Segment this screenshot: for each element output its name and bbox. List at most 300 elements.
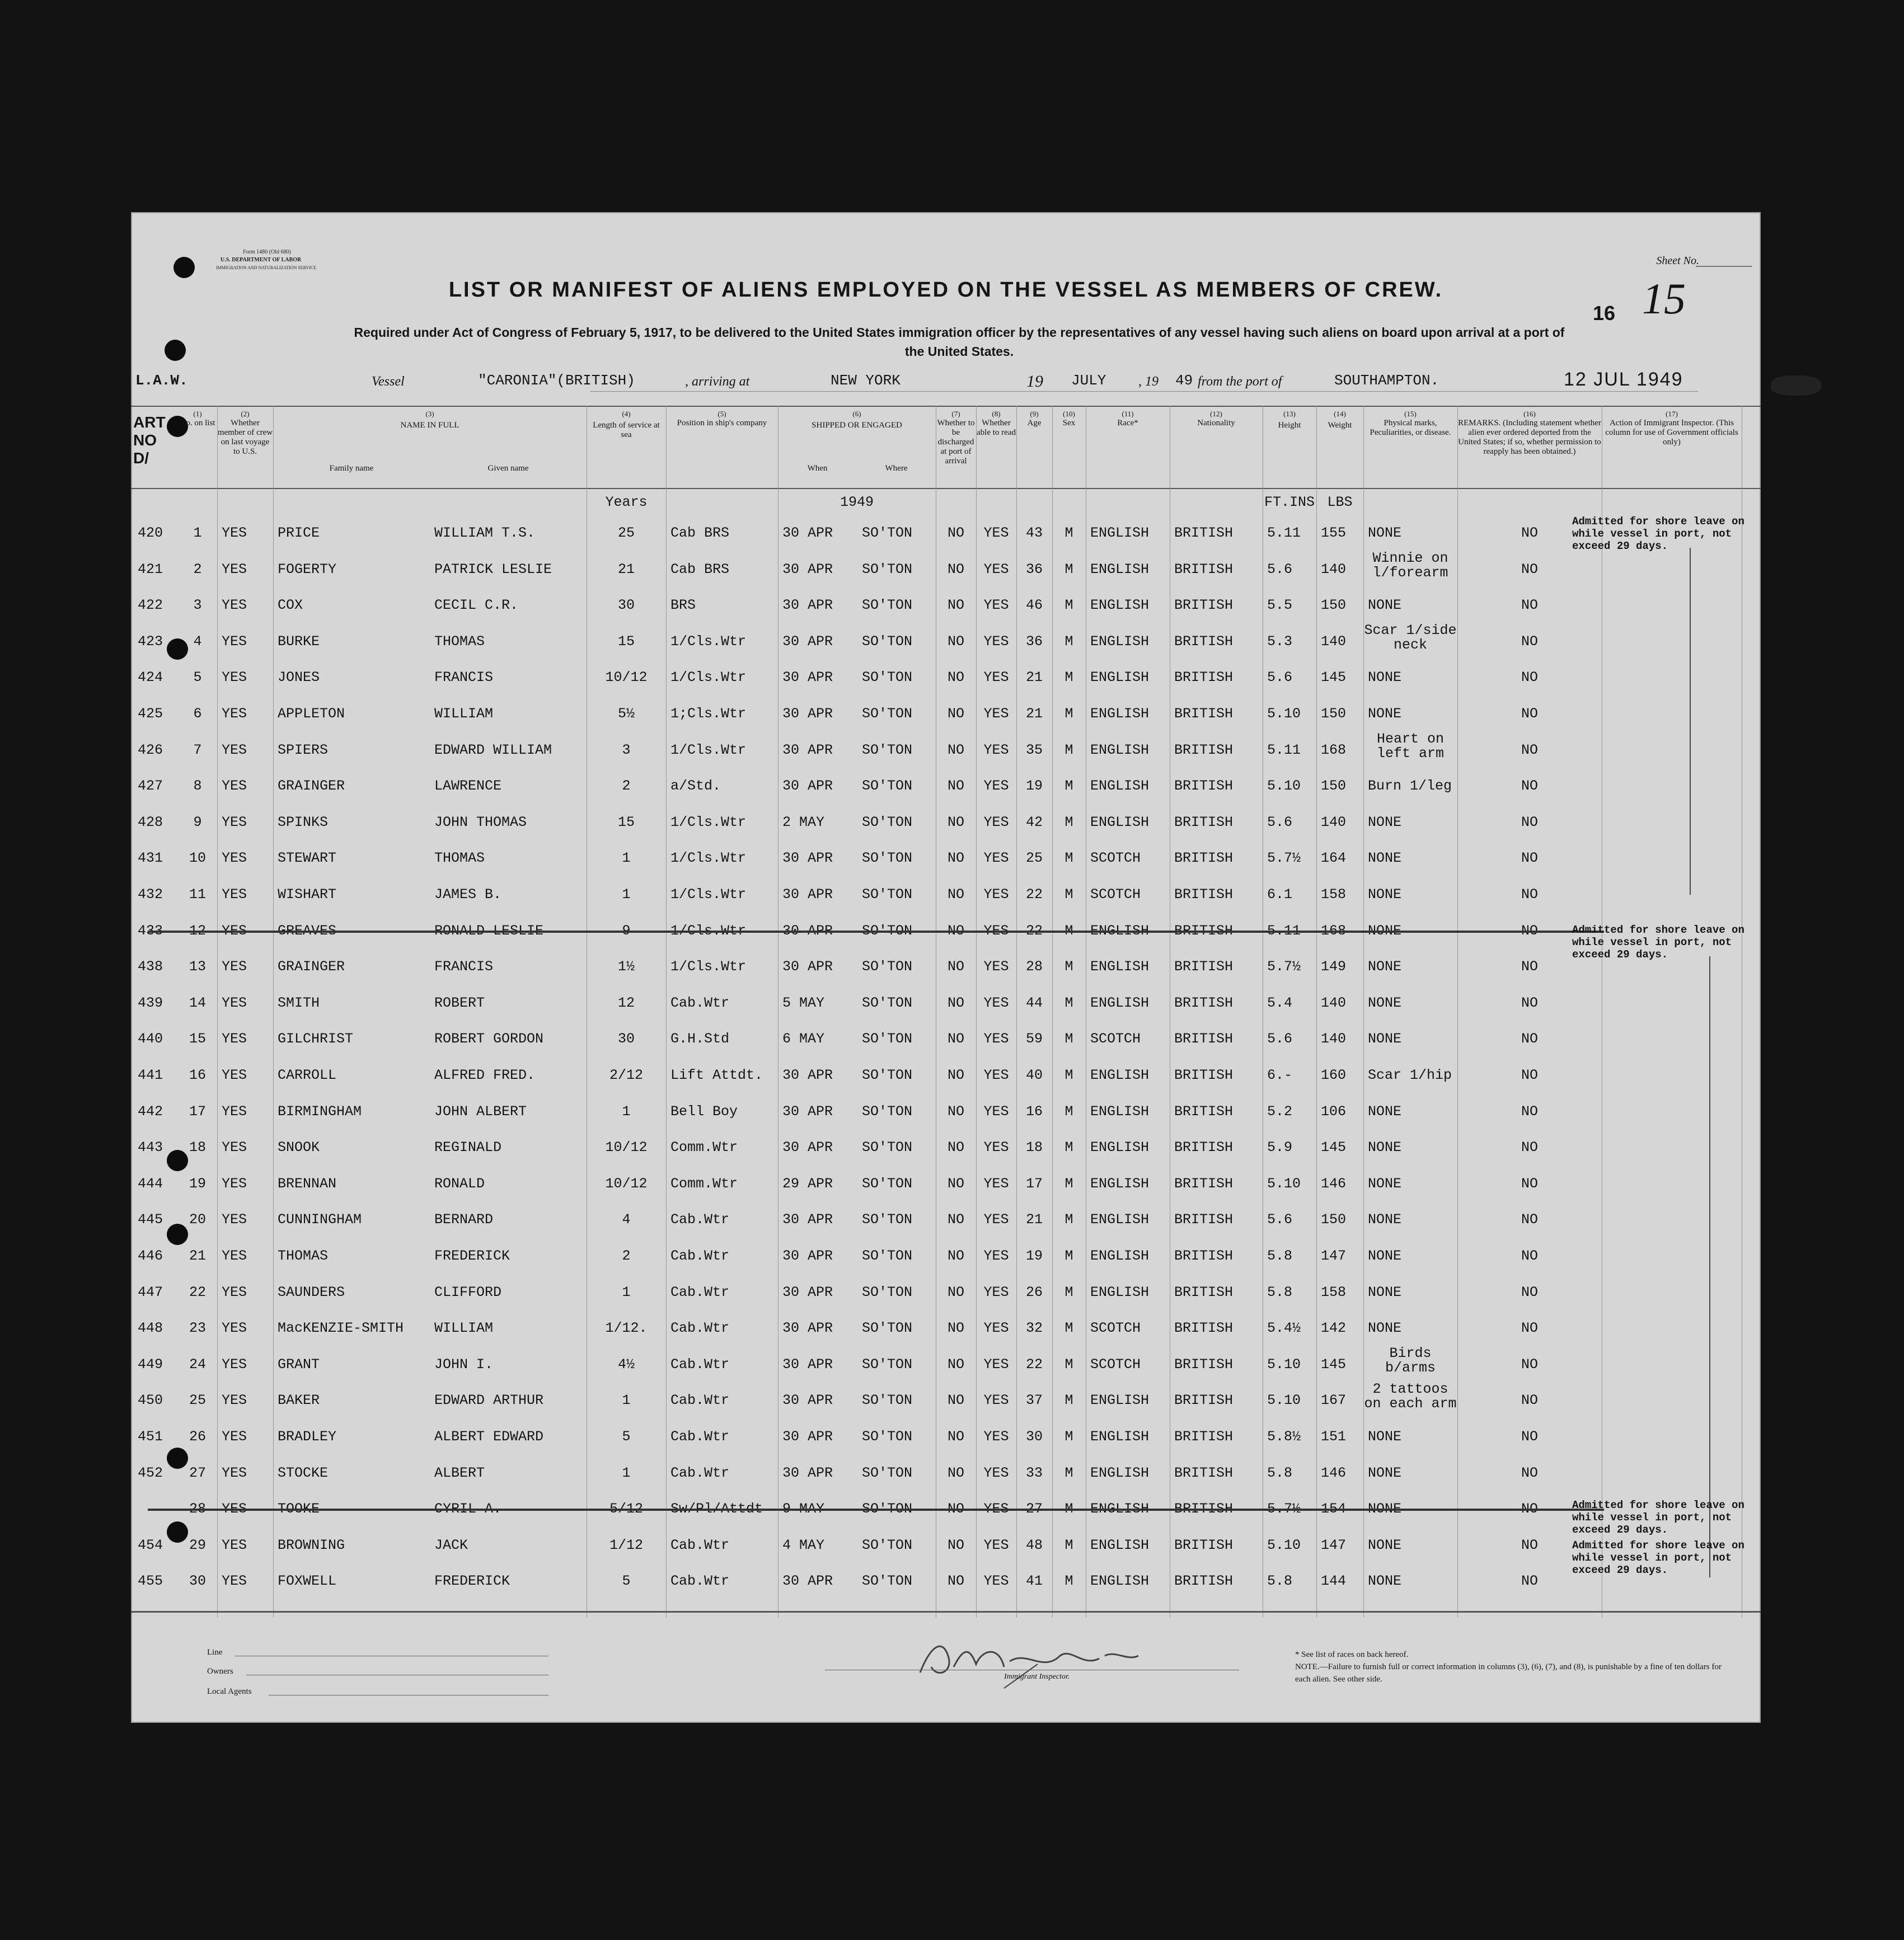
cell-race: ENGLISH: [1090, 597, 1150, 614]
cell-age: 32: [1025, 1320, 1043, 1337]
cell-race: ENGLISH: [1090, 814, 1150, 830]
line-label: Line: [207, 1648, 223, 1657]
cell-nat: BRITISH: [1174, 1175, 1234, 1192]
cell-where: SO'TON: [862, 1501, 913, 1518]
cell-sex: M: [1064, 814, 1073, 830]
cell-given: BERNARD: [434, 1211, 494, 1228]
art-no: 455: [138, 1573, 163, 1590]
cell-age: 37: [1025, 1392, 1043, 1409]
cell-when: 30 APR: [782, 1067, 833, 1083]
col-header-read: [976, 407, 1017, 488]
cell-marks: NONE: [1368, 1573, 1402, 1590]
cell-sex: M: [1064, 1320, 1073, 1337]
art-no: 442: [138, 1103, 163, 1120]
cell-age: 36: [1025, 561, 1043, 577]
cell-no: 14: [189, 994, 206, 1011]
cell-prev: YES: [222, 994, 247, 1011]
cell-age: 48: [1025, 1537, 1043, 1553]
cell-when: 30 APR: [782, 669, 833, 686]
fine-note: NOTE.—Failure to furnish full or correct information in columns (3), (6), (7), and (8), is punishable by a fine of ten dollars for each alien. See other side.: [1295, 1662, 1722, 1684]
cell-when: 30 APR: [782, 597, 833, 614]
cell-family: SPINKS: [278, 814, 329, 830]
cell-where: SO'TON: [862, 1429, 913, 1445]
cell-given: JAMES B.: [434, 886, 502, 903]
cell-position: Sw/Pl/Attdt: [670, 1501, 763, 1518]
cell-read: YES: [983, 669, 1009, 686]
cell-height: 5.7½: [1267, 959, 1301, 975]
cell-age: 28: [1025, 959, 1043, 975]
cell-prev: YES: [222, 1320, 247, 1337]
cell-race: ENGLISH: [1090, 1573, 1150, 1590]
cell-weight: 149: [1321, 959, 1347, 975]
art-no: 425: [138, 706, 163, 722]
cell-prev: YES: [222, 633, 247, 650]
cell-service: 1: [622, 850, 631, 867]
cell-when: 6 MAY: [782, 1031, 825, 1047]
cell-age: 22: [1025, 886, 1043, 903]
art-no: 447: [138, 1284, 163, 1300]
cell-marks: Birds b/arms: [1385, 1345, 1436, 1376]
cell-family: STOCKE: [278, 1464, 329, 1481]
cell-no: 25: [189, 1392, 206, 1409]
cell-given: CLIFFORD: [434, 1284, 502, 1300]
cell-weight: 150: [1321, 778, 1347, 795]
agents-label: Local Agents: [207, 1687, 252, 1696]
cell-position: 1;Cls.Wtr: [670, 706, 747, 722]
cell-nat: BRITISH: [1174, 1031, 1234, 1047]
cell-no: 11: [189, 886, 206, 903]
cell-service: 15: [617, 633, 635, 650]
cell-given: JOHN ALBERT: [434, 1103, 527, 1120]
cell-disch: NO: [947, 886, 964, 903]
art-no: 450: [138, 1392, 163, 1409]
cell-height: 5.2: [1267, 1103, 1293, 1120]
cell-age: 22: [1025, 1356, 1043, 1373]
col-header-name: [273, 407, 587, 488]
cell-where: SO'TON: [862, 525, 913, 541]
cell-disch: NO: [947, 561, 964, 577]
col-header-height: [1263, 407, 1317, 510]
cell-given: EDWARD ARTHUR: [434, 1392, 544, 1409]
cell-family: TOOKE: [278, 1501, 320, 1518]
cell-prev: YES: [222, 597, 247, 614]
cell-read: YES: [983, 1501, 1009, 1518]
col-label: Position in ship's company: [677, 419, 767, 428]
cell-family: FOXWELL: [278, 1573, 337, 1590]
col-header-weight: [1316, 407, 1364, 510]
cell-prev: YES: [222, 741, 247, 758]
cell-height: 5.8: [1267, 1248, 1293, 1264]
cell-nat: BRITISH: [1174, 1464, 1234, 1481]
cell-prev: YES: [222, 1031, 247, 1047]
col-number: (15): [1404, 410, 1417, 418]
cell-disch: NO: [947, 1284, 964, 1300]
cell-when: 30 APR: [782, 1320, 833, 1337]
cell-no: 4: [193, 633, 202, 650]
col-unit: Years: [605, 494, 648, 510]
cell-read: YES: [983, 886, 1009, 903]
cell-weight: 144: [1321, 1573, 1347, 1590]
cell-marks: Scar 1/side neck: [1364, 622, 1457, 653]
cell-service: 2: [622, 778, 631, 795]
cell-remarks: NO: [1521, 1211, 1538, 1228]
cell-weight: 164: [1321, 850, 1347, 867]
cell-sex: M: [1064, 1429, 1073, 1445]
year-suffix: 49: [1175, 372, 1193, 389]
cell-position: 1/Cls.Wtr: [670, 850, 747, 867]
cell-disch: NO: [947, 1392, 964, 1409]
cell-family: FOGERTY: [278, 561, 337, 577]
cell-when: 30 APR: [782, 1429, 833, 1445]
cell-service: 10/12: [605, 669, 648, 686]
cell-service: 25: [617, 525, 635, 541]
cell-weight: 140: [1321, 814, 1347, 830]
cell-nat: BRITISH: [1174, 1139, 1234, 1156]
cell-disch: NO: [947, 741, 964, 758]
cell-family: GRANT: [278, 1356, 320, 1373]
cell-given: EDWARD WILLIAM: [434, 741, 552, 758]
cell-marks: Scar 1/hip: [1368, 1067, 1452, 1083]
col-sublabel: Family name: [329, 464, 374, 473]
cell-height: 5.5: [1267, 597, 1293, 614]
cell-service: 15: [617, 814, 635, 830]
cell-height: 5.6: [1267, 814, 1293, 830]
cell-service: 1: [622, 1103, 631, 1120]
col-number: (6): [852, 410, 861, 418]
cell-weight: 151: [1321, 1429, 1347, 1445]
cell-service: 9: [622, 922, 631, 939]
cell-weight: 146: [1321, 1464, 1347, 1481]
art-no: 446: [138, 1248, 163, 1264]
cell-prev: YES: [222, 959, 247, 975]
col-header-shipped: [778, 407, 936, 510]
date-stamp: 12 JUL 1949: [1564, 369, 1683, 390]
cell-disch: NO: [947, 1248, 964, 1264]
cell-disch: NO: [947, 1211, 964, 1228]
cell-weight: 155: [1321, 525, 1347, 541]
art-no-label: ART NO D/: [133, 414, 166, 467]
table-row: [131, 1131, 1761, 1165]
cell-nat: BRITISH: [1174, 669, 1234, 686]
cell-sex: M: [1064, 1139, 1073, 1156]
cell-family: BROWNING: [278, 1537, 345, 1553]
cell-read: YES: [983, 1103, 1009, 1120]
cell-read: YES: [983, 1464, 1009, 1481]
col-header-action: [1602, 407, 1742, 488]
cell-sex: M: [1064, 1392, 1073, 1409]
cell-family: APPLETON: [278, 706, 345, 722]
strike-through: [148, 1509, 1604, 1511]
cell-nat: BRITISH: [1174, 1248, 1234, 1264]
cell-given: FRANCIS: [434, 959, 494, 975]
cell-service: 10/12: [605, 1175, 648, 1192]
cell-service: 1/12: [609, 1537, 643, 1553]
cell-prev: YES: [222, 669, 247, 686]
cell-remarks: NO: [1521, 1139, 1538, 1156]
cell-height: 5.7½: [1267, 850, 1301, 867]
col-sublabel: Where: [885, 464, 908, 473]
cell-given: JACK: [434, 1537, 468, 1553]
cell-read: YES: [983, 1284, 1009, 1300]
cell-position: 1/Cls.Wtr: [670, 814, 747, 830]
cell-sex: M: [1064, 959, 1073, 975]
cell-remarks: NO: [1521, 1537, 1538, 1553]
cell-nat: BRITISH: [1174, 922, 1234, 939]
cell-where: SO'TON: [862, 1139, 913, 1156]
cell-disch: NO: [947, 1501, 964, 1518]
cell-given: THOMAS: [434, 633, 485, 650]
cell-nat: BRITISH: [1174, 1537, 1234, 1553]
cell-disch: NO: [947, 778, 964, 795]
cell-sex: M: [1064, 525, 1073, 541]
cell-remarks: NO: [1521, 1429, 1538, 1445]
cell-prev: YES: [222, 525, 247, 541]
cell-family: CARROLL: [278, 1067, 337, 1083]
cell-height: 6.1: [1267, 886, 1293, 903]
cell-read: YES: [983, 1573, 1009, 1590]
cell-read: YES: [983, 1429, 1009, 1445]
col-header-remarks: [1457, 407, 1602, 488]
art-no: 444: [138, 1175, 163, 1192]
cell-race: ENGLISH: [1090, 561, 1150, 577]
art-no: 428: [138, 814, 163, 830]
cell-marks: NONE: [1368, 959, 1402, 975]
cell-height: 5.10: [1267, 706, 1301, 722]
cell-nat: BRITISH: [1174, 561, 1234, 577]
cell-service: 1/12.: [605, 1320, 648, 1337]
cell-height: 5.8: [1267, 1573, 1293, 1590]
table-row: [131, 842, 1761, 876]
art-no: 452: [138, 1464, 163, 1481]
table-row: [131, 1023, 1761, 1056]
cell-marks: NONE: [1368, 669, 1402, 686]
cell-read: YES: [983, 1031, 1009, 1047]
cell-prev: YES: [222, 850, 247, 867]
cell-marks: NONE: [1368, 1139, 1402, 1156]
cell-read: YES: [983, 778, 1009, 795]
cell-height: 5.10: [1267, 778, 1301, 795]
col-number: (4): [622, 410, 631, 418]
cell-position: Cab.Wtr: [670, 1573, 730, 1590]
cell-marks: NONE: [1368, 525, 1402, 541]
cell-prev: YES: [222, 778, 247, 795]
cell-race: ENGLISH: [1090, 633, 1150, 650]
cell-service: 1: [622, 1284, 631, 1300]
cell-no: 22: [189, 1284, 206, 1300]
col-sublabel: Given name: [487, 464, 529, 473]
col-number: (9): [1030, 410, 1039, 418]
cell-where: SO'TON: [862, 1284, 913, 1300]
cell-when: 30 APR: [782, 922, 833, 939]
cell-where: SO'TON: [862, 850, 913, 867]
cell-sex: M: [1064, 886, 1073, 903]
cell-remarks: NO: [1521, 778, 1538, 795]
cell-prev: YES: [222, 1501, 247, 1518]
cell-nat: BRITISH: [1174, 1392, 1234, 1409]
cell-position: 1/Cls.Wtr: [670, 741, 747, 758]
cell-marks: Burn 1/leg: [1368, 778, 1452, 795]
punch-hole: [173, 257, 195, 278]
cell-race: ENGLISH: [1090, 959, 1150, 975]
cell-where: SO'TON: [862, 994, 913, 1011]
cell-given: JOHN THOMAS: [434, 814, 527, 830]
cell-marks: NONE: [1368, 994, 1402, 1011]
cell-nat: BRITISH: [1174, 525, 1234, 541]
cell-no: 26: [189, 1429, 206, 1445]
cell-race: ENGLISH: [1090, 525, 1150, 541]
cell-remarks: NO: [1521, 706, 1538, 722]
cell-when: 5 MAY: [782, 994, 825, 1011]
col-label: Race*: [1117, 419, 1138, 428]
cell-prev: YES: [222, 1537, 247, 1553]
cell-given: FREDERICK: [434, 1573, 510, 1590]
col-label: REMARKS. (Including statement whether alien ever ordered deported from the United States; if so, whether permission to reapply has been obtained.): [1458, 419, 1601, 456]
cell-when: 30 APR: [782, 1103, 833, 1120]
cell-when: 30 APR: [782, 886, 833, 903]
col-number: (11): [1122, 410, 1134, 418]
action-bracket: [1690, 548, 1691, 895]
cell-sex: M: [1064, 1175, 1073, 1192]
cell-given: WILLIAM: [434, 706, 494, 722]
cell-weight: 146: [1321, 1175, 1347, 1192]
cell-height: 5.8: [1267, 1284, 1293, 1300]
cell-family: GREAVES: [278, 922, 337, 939]
art-no: 423: [138, 633, 163, 650]
action-bracket: [1709, 956, 1710, 1577]
cell-position: Cab.Wtr: [670, 1248, 730, 1264]
cell-age: 16: [1025, 1103, 1043, 1120]
cell-prev: YES: [222, 1356, 247, 1373]
cell-nat: BRITISH: [1174, 994, 1234, 1011]
cell-remarks: NO: [1521, 525, 1538, 541]
cell-height: 5.11: [1267, 922, 1301, 939]
cell-race: ENGLISH: [1090, 1067, 1150, 1083]
cell-prev: YES: [222, 922, 247, 939]
cell-no: 9: [193, 814, 202, 830]
cell-remarks: NO: [1521, 1031, 1538, 1047]
cell-no: 3: [193, 597, 202, 614]
col-sublabel: When: [807, 464, 828, 473]
art-no: 426: [138, 741, 163, 758]
cell-nat: BRITISH: [1174, 1501, 1234, 1518]
cell-position: 1/Cls.Wtr: [670, 669, 747, 686]
cell-weight: 106: [1321, 1103, 1347, 1120]
cell-service: 3: [622, 741, 631, 758]
col-label: Whether member of crew on last voyage to U.S.: [217, 419, 273, 456]
cell-age: 21: [1025, 669, 1043, 686]
cell-weight: 140: [1321, 1031, 1347, 1047]
cell-where: SO'TON: [862, 778, 913, 795]
cell-disch: NO: [947, 1067, 964, 1083]
cell-read: YES: [983, 706, 1009, 722]
cell-no: 6: [193, 706, 202, 722]
cell-when: 30 APR: [782, 1356, 833, 1373]
cell-height: 5.10: [1267, 1175, 1301, 1192]
cell-remarks: NO: [1521, 1284, 1538, 1300]
cell-read: YES: [983, 922, 1009, 939]
cell-service: 10/12: [605, 1139, 648, 1156]
cell-height: 5.10: [1267, 1356, 1301, 1373]
cell-sex: M: [1064, 1537, 1073, 1553]
cell-when: 9 MAY: [782, 1501, 825, 1518]
arrival-port: NEW YORK: [831, 372, 901, 389]
cell-where: SO'TON: [862, 1464, 913, 1481]
footnote: [1295, 1648, 1732, 1685]
cell-prev: YES: [222, 814, 247, 830]
cell-given: REGINALD: [434, 1139, 502, 1156]
cell-weight: 140: [1321, 994, 1347, 1011]
cell-weight: 147: [1321, 1537, 1347, 1553]
cell-nat: BRITISH: [1174, 1356, 1234, 1373]
cell-remarks: NO: [1521, 1573, 1538, 1590]
cell-service: 21: [617, 561, 635, 577]
cell-disch: NO: [947, 1103, 964, 1120]
col-number: (13): [1283, 410, 1296, 418]
cell-age: 40: [1025, 1067, 1043, 1083]
cell-disch: NO: [947, 597, 964, 614]
department: U.S. DEPARTMENT OF LABOR: [221, 257, 302, 263]
cell-position: Cab.Wtr: [670, 1211, 730, 1228]
cell-where: SO'TON: [862, 1392, 913, 1409]
col-label: Nationality: [1197, 419, 1235, 428]
cell-no: 13: [189, 959, 206, 975]
cell-where: SO'TON: [862, 633, 913, 650]
cell-read: YES: [983, 741, 1009, 758]
cell-marks: Heart on left arm: [1376, 730, 1445, 762]
cell-position: 1/Cls.Wtr: [670, 886, 747, 903]
cell-family: JONES: [278, 669, 320, 686]
form-id: Form 1480 (Old 680): [243, 249, 291, 255]
cell-read: YES: [983, 959, 1009, 975]
cell-prev: YES: [222, 1103, 247, 1120]
cell-no: 1: [193, 525, 202, 541]
cell-weight: 145: [1321, 1139, 1347, 1156]
cell-where: SO'TON: [862, 1573, 913, 1590]
cell-height: 5.11: [1267, 525, 1301, 541]
cell-no: 16: [189, 1067, 206, 1083]
cell-remarks: NO: [1521, 597, 1538, 614]
cell-where: SO'TON: [862, 1248, 913, 1264]
cell-where: SO'TON: [862, 959, 913, 975]
cell-marks: NONE: [1368, 1031, 1402, 1047]
cell-given: CECIL C.R.: [434, 597, 519, 614]
cell-position: Lift Attdt.: [670, 1067, 763, 1083]
cell-remarks: NO: [1521, 669, 1538, 686]
cell-race: SCOTCH: [1090, 1320, 1141, 1337]
cell-nat: BRITISH: [1174, 741, 1234, 758]
cell-nat: BRITISH: [1174, 1211, 1234, 1228]
cell-family: GRAINGER: [278, 959, 345, 975]
cell-nat: BRITISH: [1174, 850, 1234, 867]
table-row: [131, 622, 1761, 659]
cell-disch: NO: [947, 1139, 964, 1156]
cell-nat: BRITISH: [1174, 778, 1234, 795]
cell-marks: NONE: [1368, 1429, 1402, 1445]
cell-given: ALBERT: [434, 1464, 485, 1481]
sheet-no-field[interactable]: [1696, 266, 1752, 267]
art-no: 421: [138, 561, 163, 577]
col-header-age: [1016, 407, 1053, 488]
cell-nat: BRITISH: [1174, 814, 1234, 830]
cell-where: SO'TON: [862, 814, 913, 830]
cell-position: Cab.Wtr: [670, 1429, 730, 1445]
cell-family: COX: [278, 597, 303, 614]
cell-given: FREDERICK: [434, 1248, 510, 1264]
cell-weight: 150: [1321, 706, 1347, 722]
cell-marks: NONE: [1368, 1464, 1402, 1481]
cell-no: 10: [189, 850, 206, 867]
cell-family: PRICE: [278, 525, 320, 541]
